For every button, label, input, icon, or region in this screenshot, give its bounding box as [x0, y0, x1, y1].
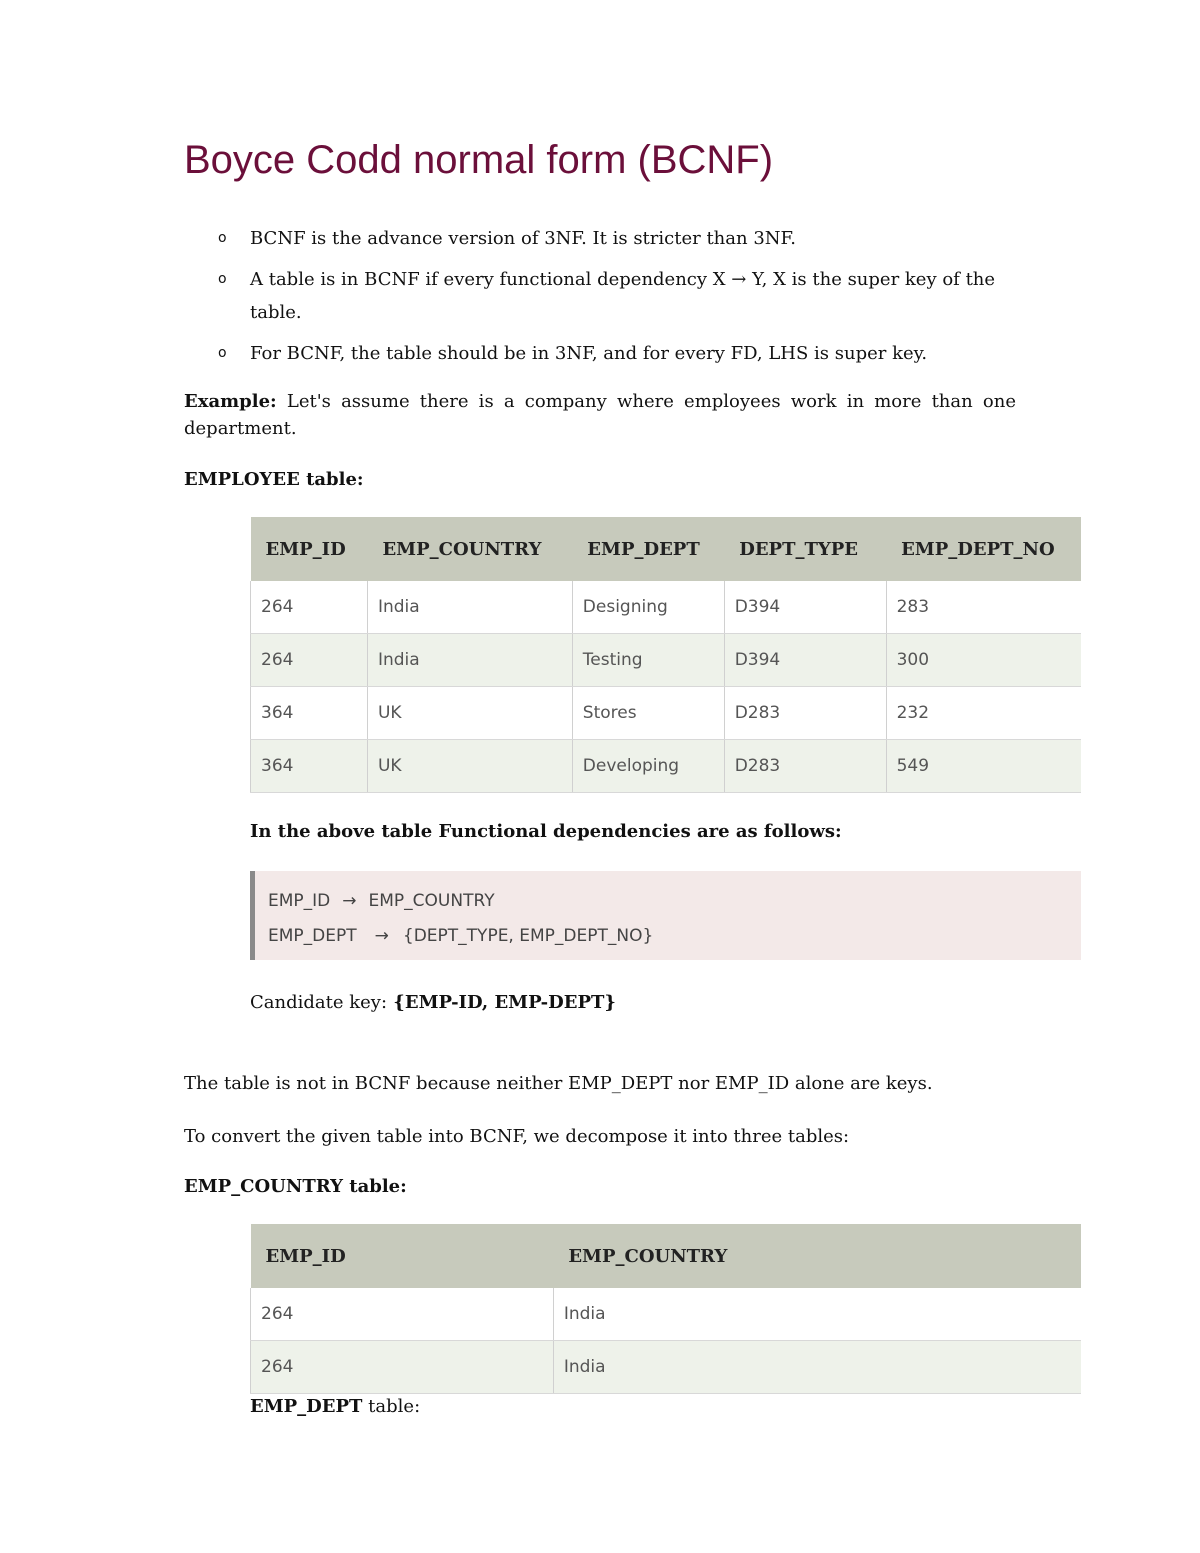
employee-table [250, 517, 1081, 793]
table-row [251, 634, 1082, 687]
bullet-item [184, 263, 1024, 329]
fd-heading: In the above table Functional dependencies are as follows: [250, 821, 842, 842]
functional-dependencies-box [250, 871, 1081, 960]
candidate-key-line [250, 992, 616, 1013]
table-cell: Testing [572, 634, 724, 687]
table-cell: Stores [572, 687, 724, 740]
column-header: EMP_ID [251, 1224, 554, 1288]
table-header-row [251, 1224, 1082, 1288]
table-cell: 264 [251, 581, 368, 634]
table-cell: India [367, 581, 572, 634]
table-row [251, 740, 1082, 793]
not-bcnf-paragraph: The table is not in BCNF because neither EMP_DEPT nor EMP_ID alone are keys. [184, 1073, 933, 1094]
column-header: EMP_ID [251, 517, 368, 581]
table-cell: India [367, 634, 572, 687]
fd-lhs: EMP_DEPT [268, 926, 357, 946]
table-cell: 264 [251, 1341, 554, 1394]
page-title: Boyce Codd normal form (BCNF) [184, 138, 774, 182]
fd-line [268, 923, 1081, 958]
table-row [251, 1288, 1082, 1341]
column-header: EMP_DEPT [572, 517, 724, 581]
table-cell: D394 [724, 634, 886, 687]
table-row [251, 1341, 1082, 1394]
bcnf-bullet-list [184, 222, 1024, 378]
column-header: EMP_COUNTRY [553, 1224, 1081, 1288]
table-cell: 283 [886, 581, 1081, 634]
table-cell: 300 [886, 634, 1081, 687]
table-cell: UK [367, 740, 572, 793]
table-cell: D283 [724, 740, 886, 793]
bullet-text: A table is in BCNF if every functional dependency X → Y, X is the super key of the table. [250, 269, 996, 323]
employee-table-label: EMPLOYEE table: [184, 469, 364, 490]
table-row [251, 687, 1082, 740]
example-paragraph [184, 388, 1016, 442]
convert-paragraph: To convert the given table into BCNF, we decompose it into three tables: [184, 1126, 850, 1147]
table-cell: Developing [572, 740, 724, 793]
fd-lhs: EMP_ID [268, 891, 331, 911]
table-cell: India [553, 1341, 1081, 1394]
candidate-key-label: Candidate key: [250, 992, 388, 1013]
emp-dept-label-bold: EMP_DEPT [250, 1396, 363, 1417]
arrow-icon: → [342, 891, 357, 911]
fd-rhs: EMP_COUNTRY [368, 891, 495, 911]
bullet-text: BCNF is the advance version of 3NF. It is stricter than 3NF. [250, 228, 796, 249]
bullet-marker-icon: o [218, 230, 227, 246]
table-cell: 264 [251, 634, 368, 687]
bullet-marker-icon: o [218, 271, 227, 287]
column-header: EMP_DEPT_NO [886, 517, 1081, 581]
emp-country-table-label: EMP_COUNTRY table: [184, 1176, 407, 1197]
table-cell: 264 [251, 1288, 554, 1341]
table-cell: D283 [724, 687, 886, 740]
table-cell: Designing [572, 581, 724, 634]
emp-dept-table-label [250, 1396, 420, 1417]
table-cell: 549 [886, 740, 1081, 793]
bullet-marker-icon: o [218, 345, 227, 361]
fd-rhs: {DEPT_TYPE, EMP_DEPT_NO} [402, 926, 654, 946]
table-cell: 232 [886, 687, 1081, 740]
emp-country-table [250, 1224, 1081, 1394]
bullet-item [184, 222, 1024, 255]
table-cell: 364 [251, 687, 368, 740]
table-header-row [251, 517, 1082, 581]
column-header: EMP_COUNTRY [367, 517, 572, 581]
bullet-item [184, 337, 1024, 370]
table-cell: 364 [251, 740, 368, 793]
table-row [251, 581, 1082, 634]
fd-line [268, 888, 1081, 923]
table-cell: D394 [724, 581, 886, 634]
table-cell: UK [367, 687, 572, 740]
example-text: Let's assume there is a company where employees work in more than one department. [184, 391, 1016, 439]
bullet-text: For BCNF, the table should be in 3NF, and for every FD, LHS is super key. [250, 343, 928, 364]
candidate-key-value: {EMP-ID, EMP-DEPT} [387, 992, 616, 1013]
column-header: DEPT_TYPE [724, 517, 886, 581]
table-cell: India [553, 1288, 1081, 1341]
emp-dept-label-rest: table: [362, 1396, 421, 1417]
arrow-icon: → [374, 926, 389, 946]
example-label: Example: [184, 391, 277, 412]
